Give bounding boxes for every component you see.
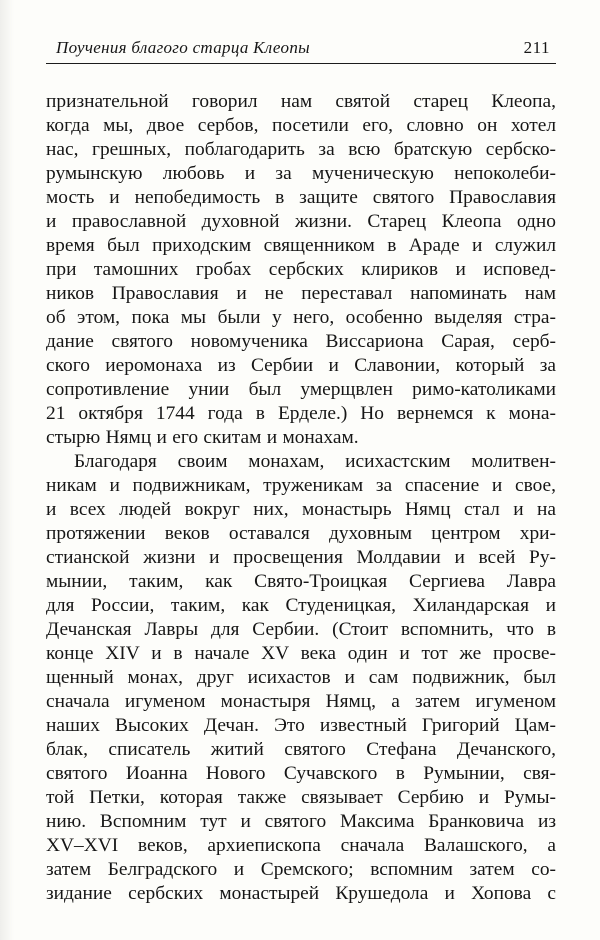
text-line: мость и непобедимость в защите святого Православия [46, 187, 556, 208]
text-line: щенный монах, друг исихастов и сам подвижник, был [46, 667, 556, 688]
page-header [46, 38, 556, 58]
text-line: мынии, таким, как Свято-Троицкая Сергиева Лавра [46, 571, 556, 592]
text-line: когда мы, двое сербов, посетили его, словно он хотел [46, 115, 556, 136]
text-line: ников Православия и не переставал напоминать нам [46, 283, 556, 304]
text-line: ского иеромонаха из Сербии и Славонии, который за [46, 355, 556, 376]
text-line: 21 октября 1744 года в Ерделе.) Но вернемся к мона- [46, 403, 556, 424]
text-line: наших Высоких Дечан. Это известный Григорий Цам- [46, 715, 556, 736]
text-line: сначала игуменом монастыря Нямц, а затем игуменом [46, 691, 556, 712]
text-line: конце XIV и в начале XV века один и тот же просве- [46, 643, 556, 664]
text-line: для России, таким, как Студеницкая, Хиландарская и [46, 595, 556, 616]
text-line: и православной духовной жизни. Старец Клеопа одно [46, 211, 556, 232]
text-line: протяжении веков оставался духовным центром хри- [46, 523, 556, 544]
text-line: стианской жизни и просвещения Молдавии и всей Ру- [46, 547, 556, 568]
text-line: святого Иоанна Нового Сучавского в Румынии, свя- [46, 763, 556, 784]
page-number: 211 [523, 38, 550, 57]
text-line: при тамошних гробах сербских клириков и исповед- [46, 259, 556, 280]
text-line: никам и подвижникам, труженикам за спасение и свое, [46, 475, 556, 496]
text-line: время был приходским священником в Араде и служил [46, 235, 556, 256]
text-line: и всех людей вокруг них, монастырь Нямц стал и на [46, 499, 556, 520]
text-line: нию. Вспомним тут и святого Максима Бранковича из [46, 811, 556, 832]
text-line: сопротивление унии был умерщвлен римо-католиками [46, 379, 556, 400]
text-line: той Петки, которая также связывает Сербию и Румы- [46, 787, 556, 808]
text-line: румынскую любовь и за мученическую непоколеби- [46, 163, 556, 184]
running-title: Поучения благого старца Клеопы [56, 38, 310, 57]
body-text [46, 90, 556, 906]
text-line: зидание сербских монастырей Крушедола и Хопова с [46, 883, 556, 904]
text-line: затем Белградского и Сремского; вспомним затем со- [46, 859, 556, 880]
text-line: Дечанская Лавры для Сербии. (Стоит вспомнить, что в [46, 619, 556, 640]
text-line: стырю Нямц и его скитам и монахам. [46, 427, 359, 448]
text-line: XV–XVI веков, архиепископа сначала Валашского, а [46, 835, 556, 856]
text-line: признательной говорил нам святой старец Клеопа, [46, 91, 556, 112]
text-line: нас, грешных, поблагодарить за всю братскую сербско- [46, 139, 556, 160]
text-line: дание святого новомученика Виссариона Сарая, серб- [46, 331, 556, 352]
header-rule [46, 63, 556, 64]
text-line: Благодаря своим монахам, исихастским молитвен- [74, 451, 556, 472]
text-line: блак, списатель житий святого Стефана Дечанского, [46, 739, 556, 760]
text-line: об этом, пока мы были у него, особенно выделяя стра- [46, 307, 556, 328]
